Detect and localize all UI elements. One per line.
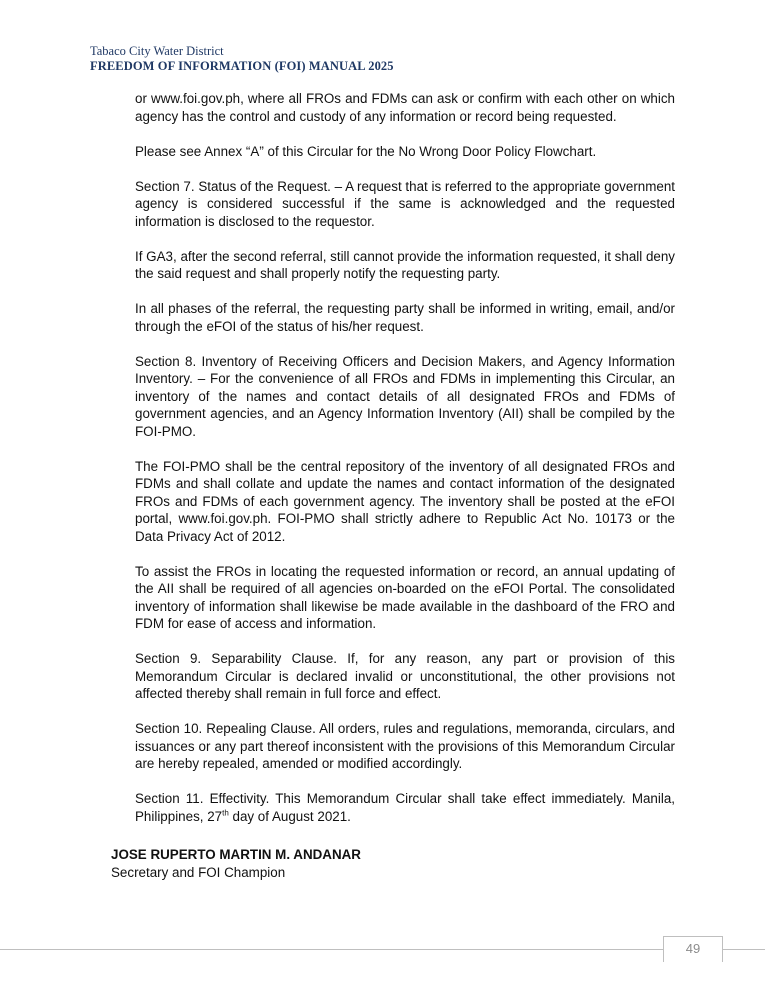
paragraph-referral-notice: In all phases of the referral, the requesting party shall be informed in writing, email, and/or through the eFOI of the status of his/her request.	[135, 301, 675, 334]
page-number: 49	[663, 936, 723, 962]
paragraph-section-10: Section 10. Repealing Clause. All orders, rules and regulations, memoranda, circulars, and issuances or any part thereof inconsistent with the provisions of this Memorandum Circular are hereby repealed, amended or modified accordingly.	[135, 721, 675, 771]
paragraph-aii-updating: To assist the FROs in locating the requested information or record, an annual updating of the AII shall be required of all agencies on-boarded on the eFOI Portal. The consolidated inventory of information shall likewise be made available in the dashboard of the FRO and FDM for ease of access and information.	[135, 563, 675, 631]
paragraph-referral-portal: or www.foi.gov.ph, where all FROs and FDMs can ask or confirm with each other on which agency has the control and custody of any information or record being requested.	[135, 91, 675, 124]
signatory-name: JOSE RUPERTO MARTIN M. ANDANAR	[111, 847, 361, 862]
signature-block	[111, 846, 361, 881]
paragraph-section-9: Section 9. Separability Clause. If, for any reason, any part or provision of this Memorandum Circular is declared invalid or unconstitutional, the other provisions not affected thereby shall remain in full force and effect.	[135, 651, 675, 701]
signatory-role: Secretary and FOI Champion	[111, 864, 286, 880]
document-body	[135, 90, 675, 843]
paragraph-ga3-denial: If GA3, after the second referral, still cannot provide the information requested, it shall deny the said request and shall properly notify the requesting party.	[135, 248, 675, 281]
paragraph-annex-reference: Please see Annex “A” of this Circular for the No Wrong Door Policy Flowchart.	[135, 143, 597, 159]
header-title: FREEDOM OF INFORMATION (FOI) MANUAL 2025	[90, 59, 394, 73]
date-ordinal-suffix: th	[222, 808, 229, 818]
document-header	[90, 44, 394, 74]
section-11-date-tail: day of August 2021.	[228, 808, 351, 824]
header-organization: Tabaco City Water District	[90, 44, 224, 58]
paragraph-section-7: Section 7. Status of the Request. – A request that is referred to the appropriate government agency is considered successful if the same is acknowledged and the requested information is disclosed to the requestor.	[135, 178, 675, 229]
paragraph-section-11	[135, 790, 675, 825]
paragraph-foi-pmo-repository: The FOI-PMO shall be the central repository of the inventory of all designated FROs and FDMs and shall collate and update the names and contact information of the designated FROs and FDMs of each government agency. The inventory shall be posted at the eFOI portal, www.foi.gov.ph. FOI-PMO shall strictly adhere to Republic Act No. 10173 or the Data Privacy Act of 2012.	[135, 458, 675, 544]
paragraph-section-8: Section 8. Inventory of Receiving Officers and Decision Makers, and Agency Information Inventory. – For the convenience of all FROs and FDMs in implementing this Circular, an inventory of the names and contact details of all designated FROs and FDMs of government agencies, and an Agency Information Inventory (AII) shall be compiled by the FOI-PMO.	[135, 353, 675, 439]
footer-divider	[0, 949, 765, 950]
section-11-text: Section 11. Effectivity. This Memorandum Circular shall take effect immediately. Manila, Philippines, 27	[135, 791, 675, 824]
